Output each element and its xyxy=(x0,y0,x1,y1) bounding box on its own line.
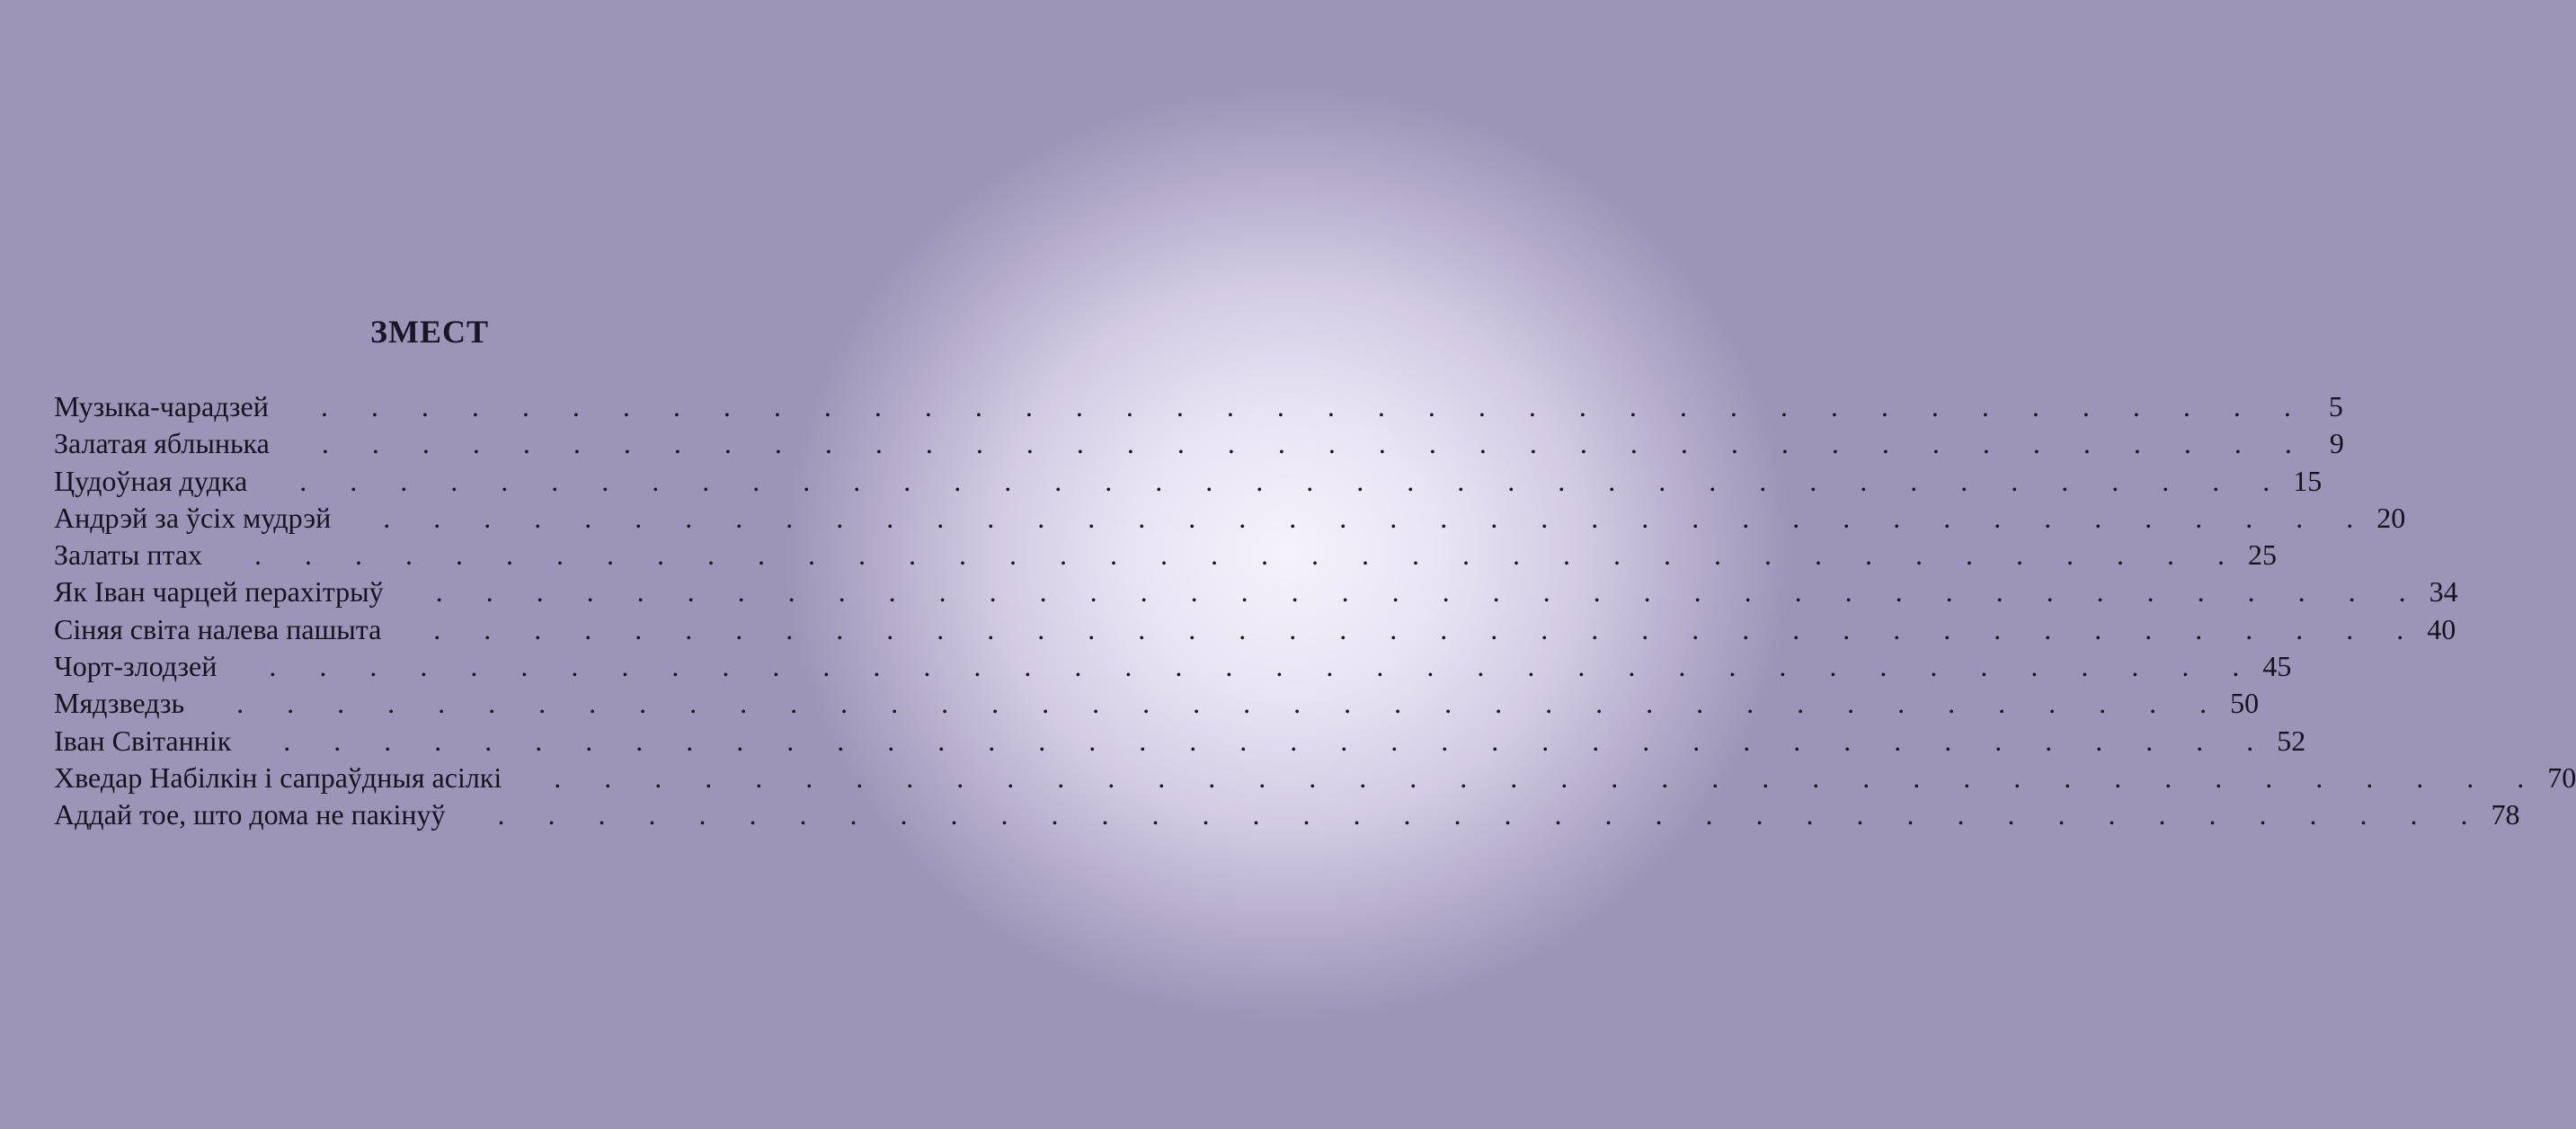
toc-entry-title: Аддай тое, што дома не пакінуў xyxy=(54,798,446,831)
toc-entry-page: 34 xyxy=(2429,575,2458,609)
dot-leader: . . . . . . . . . . . . . . . . . . . . . . . . . . . . . . . . . . . . . . . . xyxy=(277,390,2291,422)
toc-entry-page: 50 xyxy=(2230,687,2260,720)
toc-entry xyxy=(54,537,2278,573)
dot-leader: . . . . . . . . . . . . . . . . . . . . . . . . . . . . . . . . . . . . . . . . xyxy=(211,538,2225,572)
toc-entry-page: 70 xyxy=(2547,760,2576,794)
toc-entry-title: Цудоўная дудка xyxy=(54,464,248,497)
toc-entry xyxy=(54,611,2456,648)
toc-entry-title: Андрэй за ўсіх мудрэй xyxy=(54,501,332,534)
toc-entry-title: Іван Світаннік xyxy=(54,724,232,757)
dot-leader: . . . . . . . . . . . . . . . . . . . . . . . . . . . . . . . . . . . . . . . . xyxy=(511,760,2525,794)
dot-leader: . . . . . . . . . . . . . . . . . . . . . . . . . . . . . . . . . . . . . . . . xyxy=(454,798,2468,831)
dot-leader: . . . . . . . . . . . . . . . . . . . . . . . . . . . . . . . . . . . . . . . . xyxy=(226,650,2240,683)
toc-entry-page: 9 xyxy=(2329,427,2344,460)
toc-entry-page: 45 xyxy=(2262,650,2292,683)
dot-leader: . . . . . . . . . . . . . . . . . . . . . . . . . . . . . . . . . . . . . . . . xyxy=(340,501,2354,534)
toc-entry xyxy=(54,573,2458,610)
toc-entry xyxy=(54,388,2343,425)
toc-entry-title: Чорт-злодзей xyxy=(54,650,218,683)
toc-entry xyxy=(54,500,2406,537)
toc-entry xyxy=(54,648,2292,685)
toc-entry-page: 5 xyxy=(2328,390,2343,422)
toc-entry-title: Хведар Набілкін і сапраўдныя асілкі xyxy=(54,760,502,794)
toc-entry xyxy=(54,723,2306,760)
toc-entry-title: Сіняя світа налева пашыта xyxy=(54,612,382,645)
toc-entry xyxy=(54,425,2344,462)
dot-leader: . . . . . . . . . . . . . . . . . . . . . . . . . . . . . . . . . . . . . . . . xyxy=(278,427,2292,460)
dot-leader: . . . . . . . . . . . . . . . . . . . . . . . . . . . . . . . . . . . . . . . . xyxy=(193,687,2207,720)
toc-entry-page: 15 xyxy=(2293,464,2323,497)
dot-leader: . . . . . . . . . . . . . . . . . . . . . . . . . . . . . . . . . . . . . . . . xyxy=(390,612,2404,645)
toc-entry xyxy=(54,796,2520,833)
toc-entry-title: Залаты птах xyxy=(54,538,203,572)
toc-entry xyxy=(54,685,2260,722)
dot-leader: . . . . . . . . . . . . . . . . . . . . . . . . . . . . . . . . . . . . . . . . xyxy=(392,575,2406,609)
dot-leader: . . . . . . . . . . . . . . . . . . . . . . . . . . . . . . . . . . . . . . . . xyxy=(256,464,2270,497)
toc-entry xyxy=(54,760,2576,796)
toc-entry-page: 20 xyxy=(2376,501,2406,534)
toc-entry-page: 52 xyxy=(2277,724,2306,757)
toc-entry-title: Як Іван чарцей перахітрыў xyxy=(54,575,384,609)
toc-entry-title: Залатая яблынька xyxy=(54,427,270,460)
toc-heading: ЗМЕСТ xyxy=(369,314,489,350)
toc-list xyxy=(54,388,2576,834)
dot-leader: . . . . . . . . . . . . . . . . . . . . . . . . . . . . . . . . . . . . . . . . xyxy=(240,724,2254,757)
toc-entry-title: Музыка-чарадзей xyxy=(54,390,269,422)
toc-entry-page: 40 xyxy=(2427,612,2456,645)
toc-entry-title: Мядзведзь xyxy=(54,687,185,720)
toc-entry xyxy=(54,463,2323,500)
toc-entry-page: 25 xyxy=(2248,538,2278,572)
toc-entry-page: 78 xyxy=(2491,798,2520,831)
